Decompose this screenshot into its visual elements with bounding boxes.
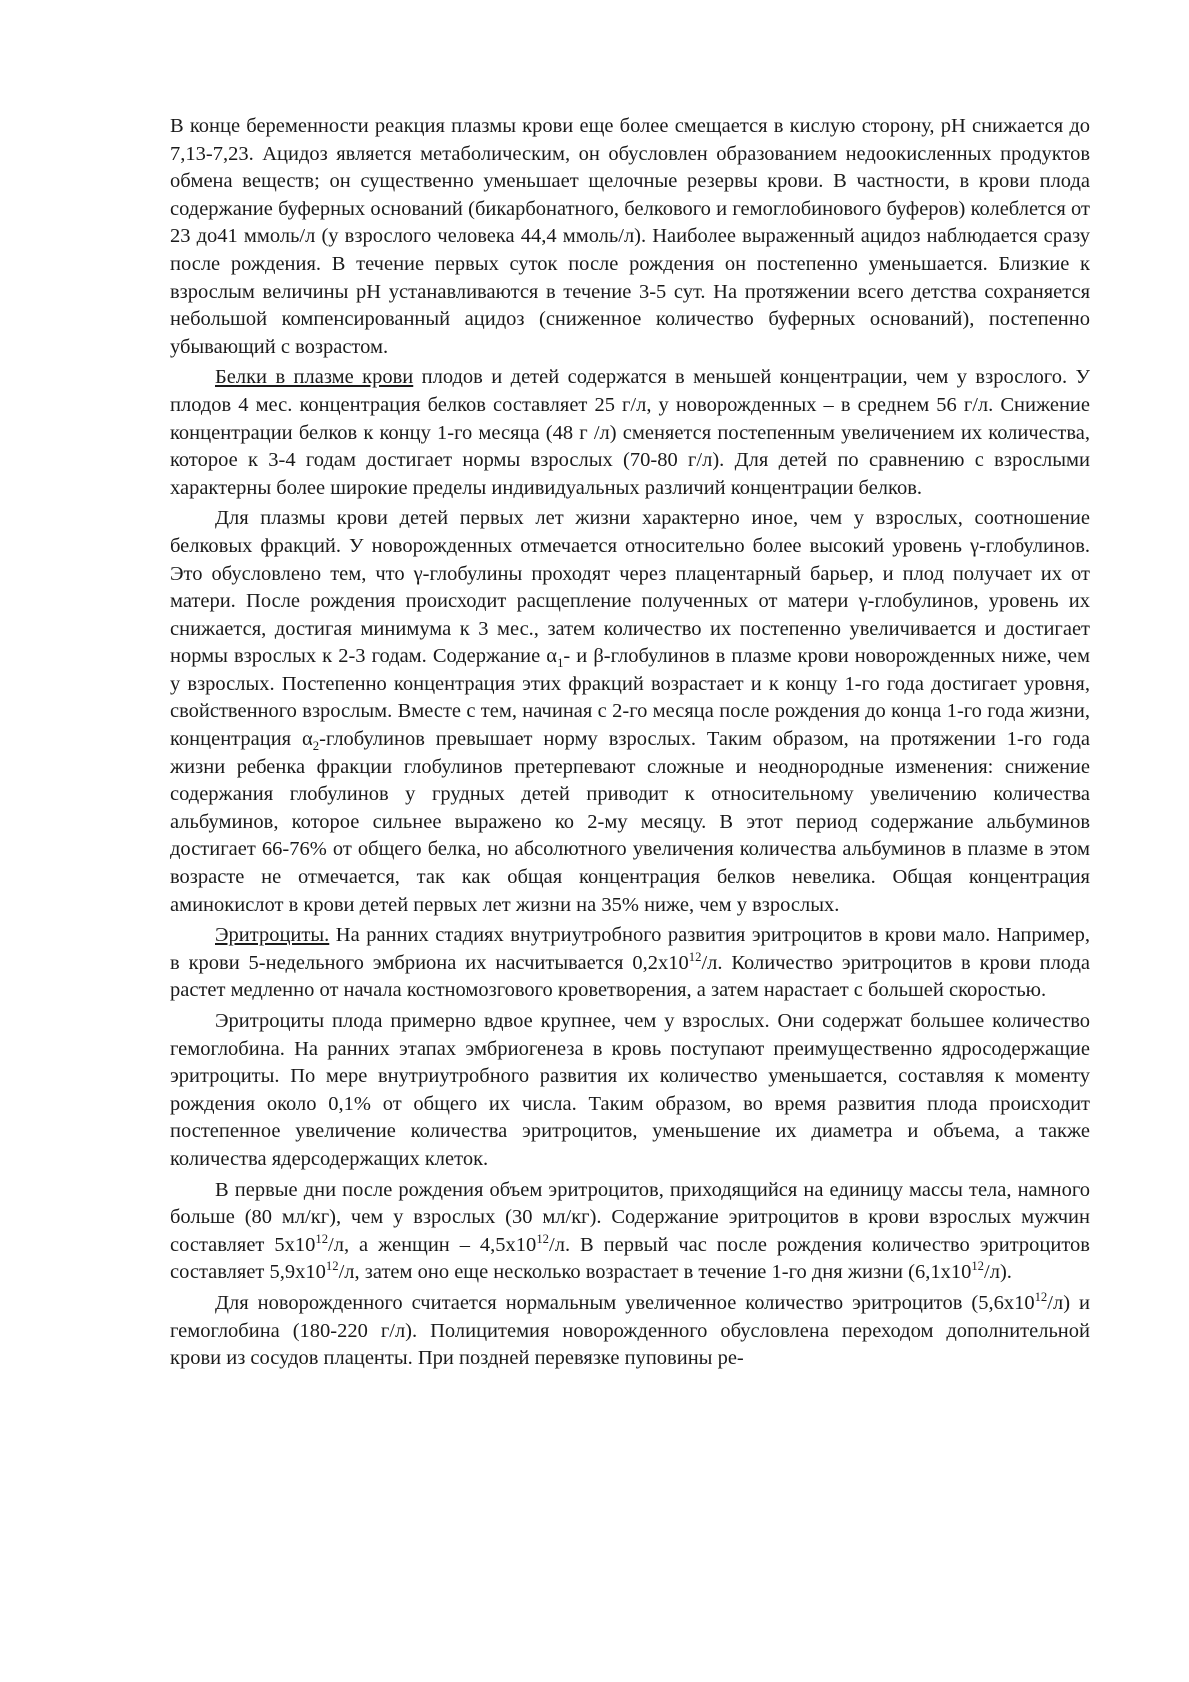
text-run: /л) и гемоглобина (180-220 г/л). Полицитемия новорожденного обусловлена переходом дополнительной крови из сосудов плаценты. При поздней перевязке пуповины ре- [170,1291,1090,1370]
superscript: 12 [1034,1290,1048,1305]
text-run: Для новорожденного считается нормальным увеличенное количество эритроцитов (5,6х10 [215,1291,1035,1314]
paragraph [170,1177,1090,1287]
text-run: /л. Количество эритроцитов в крови плода растет медленно от начала костномозгового кроветворения, а затем нарастает с большей скоростью. [170,951,1090,1002]
text-run: -глобулинов превышает норму взрослых. Таким образом, на протяжении 1-го года жизни ребенка фракции глобулинов претерпевают сложные и неоднородные изменения: снижение содержания глобулинов у грудных детей приводит к относительному увеличению количества альбуминов, которое сильнее выражено ко 2-му месяцу. В этот период содержание альбуминов достигает 66-76% от общего белка, но абсолютного увеличения количества альбуминов в плазме в этом возрасте не отмечается, так как общая концентрация белков невелика. Общая концентрация аминокислот в крови детей первых лет жизни на 35% ниже, чем у взрослых. [170,728,1090,916]
paragraph [170,922,1090,1005]
superscript: 12 [315,1231,329,1246]
text-run: В конце беременности реакция плазмы крови еще более смещается в кислую сторону, pH снижается до 7,13-7,23. Ацидоз является метаболическим, он обусловлен образованием недоокисленных продуктов обмена веществ; он существенно уменьшает щелочные резервы крови. В частности, в крови плода содержание буферных оснований (бикарбонатного, белкового и гемоглобинового буферов) колеблется от 23 до41 ммоль/л (у взрослого человека 44,4 ммоль/л). Наиболее выраженный ацидоз наблюдается сразу после рождения. В течение первых суток после рождения он постепенно уменьшается. Близкие к взрослым величины pH устанавливаются в течение 3-5 сут. На протяжении всего детства сохраняется небольшой компенсированный ацидоз (сниженное количество буферных оснований), постепенно убывающий с возрастом. [170,115,1090,358]
paragraph [170,505,1090,919]
superscript: 12 [536,1231,550,1246]
section-heading-underlined: Эритроциты. [215,924,330,947]
superscript: 12 [325,1259,339,1274]
paragraph [170,113,1090,361]
superscript: 12 [688,949,702,964]
text-run: /л). [984,1261,1012,1284]
subscript: 1 [557,656,564,671]
paragraph [170,1290,1090,1373]
text-run: /л, а женщин – 4,5х10 [328,1233,537,1256]
text-run: На ранних стадиях внутриутробного развития эритроцитов в крови мало. Например, в крови 5-недельного эмбриона их насчитывается 0,2х10 [170,924,1090,974]
text-run: Для плазмы крови детей первых лет жизни характерно иное, чем у взрослых, соотношение белковых фракций. У новорожденных отмечается относительно более высокий уровень γ-глобулинов. Это обусловлено тем, что γ-глобулины проходят через плацентарный барьер, и плод получает их от матери. После рождения происходит расщепление полученных от матери γ-глобулинов, уровень их снижается, достигая минимума к 3 мес., затем количество их постепенно увеличивается и достигает нормы взрослых к 2-3 годам. Содержание α [170,507,1090,668]
document-page [170,113,1090,1376]
paragraph [170,364,1090,502]
text-run: плодов и детей содержатся в меньшей концентрации, чем у взрослого. У плодов 4 мес. концентрация белков составляет 25 г/л, у новорожденных – в среднем 56 г/л. Снижение концентрации белков к концу 1-го месяца (48 г /л) сменяется постепенным увеличением их количества, которое к 3-4 годам достигает нормы взрослых (70-80 г/л). Для детей по сравнению с взрослыми характерны более широкие пределы индивидуальных различий концентрации белков. [170,366,1090,499]
text-run: В первые дни после рождения объем эритроцитов, приходящийся на единицу массы тела, намного больше (80 мл/кг), чем у взрослых (30 мл/кг). Содержание эритроцитов в крови взрослых мужчин составляет 5х10 [170,1178,1090,1256]
text-run: - и β-глобулинов в плазме крови новорожденных ниже, чем у взрослых. Постепенно концентрация этих фракций возрастает и к концу 1-го года достигает уровня, свойственного взрослым. Вместе с тем, начиная с 2-го месяца после рождения до конца 1-го года жизни, концентрация α [170,645,1090,751]
section-heading-underlined: Белки в плазме крови [215,366,414,389]
subscript: 2 [312,739,320,754]
text-run: /л. В первый час после рождения количество эритроцитов составляет 5,9х10 [170,1233,1090,1284]
text-run: /л, затем оно еще несколько возрастает в течение 1-го дня жизни (6,1х10 [338,1261,972,1284]
superscript: 12 [971,1259,985,1274]
paragraph [170,1008,1090,1174]
text-run: Эритроциты плода примерно вдвое крупнее, чем у взрослых. Они содержат большее количество гемоглобина. На ранних этапах эмбриогенеза в кровь поступают преимущественно ядросодержащие эритроциты. По мере внутриутробного развития их количество уменьшается, составляя к моменту рождения около 0,1% от общего их числа. Таким образом, во время развития плода происходит постепенное увеличение количества эритроцитов, уменьшение их диаметра и объема, а также количества ядерсодержащих клеток. [170,1010,1090,1170]
